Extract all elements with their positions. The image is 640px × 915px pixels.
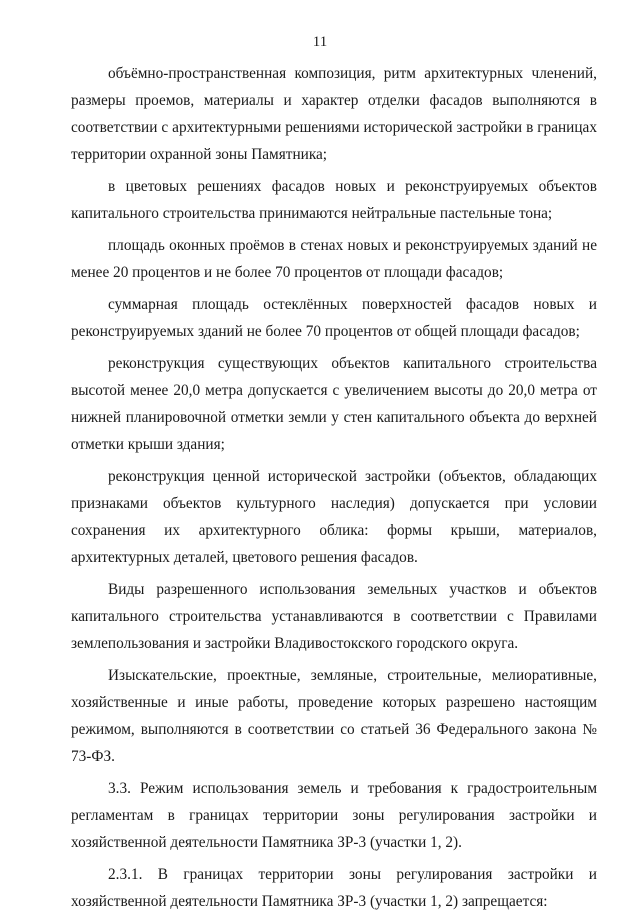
document-body — [71, 60, 597, 915]
paragraph-window-area: площадь оконных проёмов в стенах новых и реконструируемых зданий не менее 20 процентов и не более 70 процентов от площади фасадов; — [71, 237, 597, 281]
paragraph-glazing-area: суммарная площадь остеклённых поверхностей фасадов новых и реконструируемых зданий не более 70 процентов от общей площади фасадов; — [71, 296, 597, 340]
paragraph-works: Изыскательские, проектные, земляные, строительные, мелиоративные, хозяйственные и иные работы, проведение которых разрешено настоящим режимом, выполняются в соответствии со статьей 36 Федерального закона № 73-ФЗ. — [71, 667, 597, 765]
paragraph-composition: объёмно-пространственная композиция, ритм архитектурных членений, размеры проемов, материалы и характер отделки фасадов выполняются в соответствии с архитектурными решениями исторической застройки в границах территории охранной зоны Памятника; — [71, 65, 597, 163]
paragraph-historic-reconstruction: реконструкция ценной исторической застройки (объектов, обладающих признаками объектов культурного наследия) допускается при условии сохранения их архитектурного облика: формы крыши, материалов, архитектурных деталей, цветового решения фасадов. — [71, 468, 597, 566]
page-number: 11 — [312, 34, 328, 50]
paragraph-permitted-use: Виды разрешенного использования земельных участков и объектов капитального строительства устанавливаются в соответствии с Правилами землепользования и застройки Владивостокского городского округа. — [71, 581, 597, 652]
paragraph-reconstruction-height: реконструкция существующих объектов капитального строительства высотой менее 20,0 метра допускается с увеличением высоты до 20,0 метра от нижней планировочной отметки земли у стен капитального объекта до верхней отметки крыши здания; — [71, 355, 597, 453]
paragraph-color-solutions: в цветовых решениях фасадов новых и реконструируемых объектов капитального строительства принимаются нейтральные пастельные тона; — [71, 178, 597, 222]
subsection-2-3-1: 2.3.1. В границах территории зоны регулирования застройки и хозяйственной деятельности Памятника ЗР-3 (участки 1, 2) запрещается: — [71, 866, 597, 910]
section-heading-3-3: 3.3. Режим использования земель и требования к градостроительным регламентам в границах территории зоны регулирования застройки и хозяйственной деятельности Памятника ЗР-3 (участки 1, 2). — [71, 780, 597, 851]
